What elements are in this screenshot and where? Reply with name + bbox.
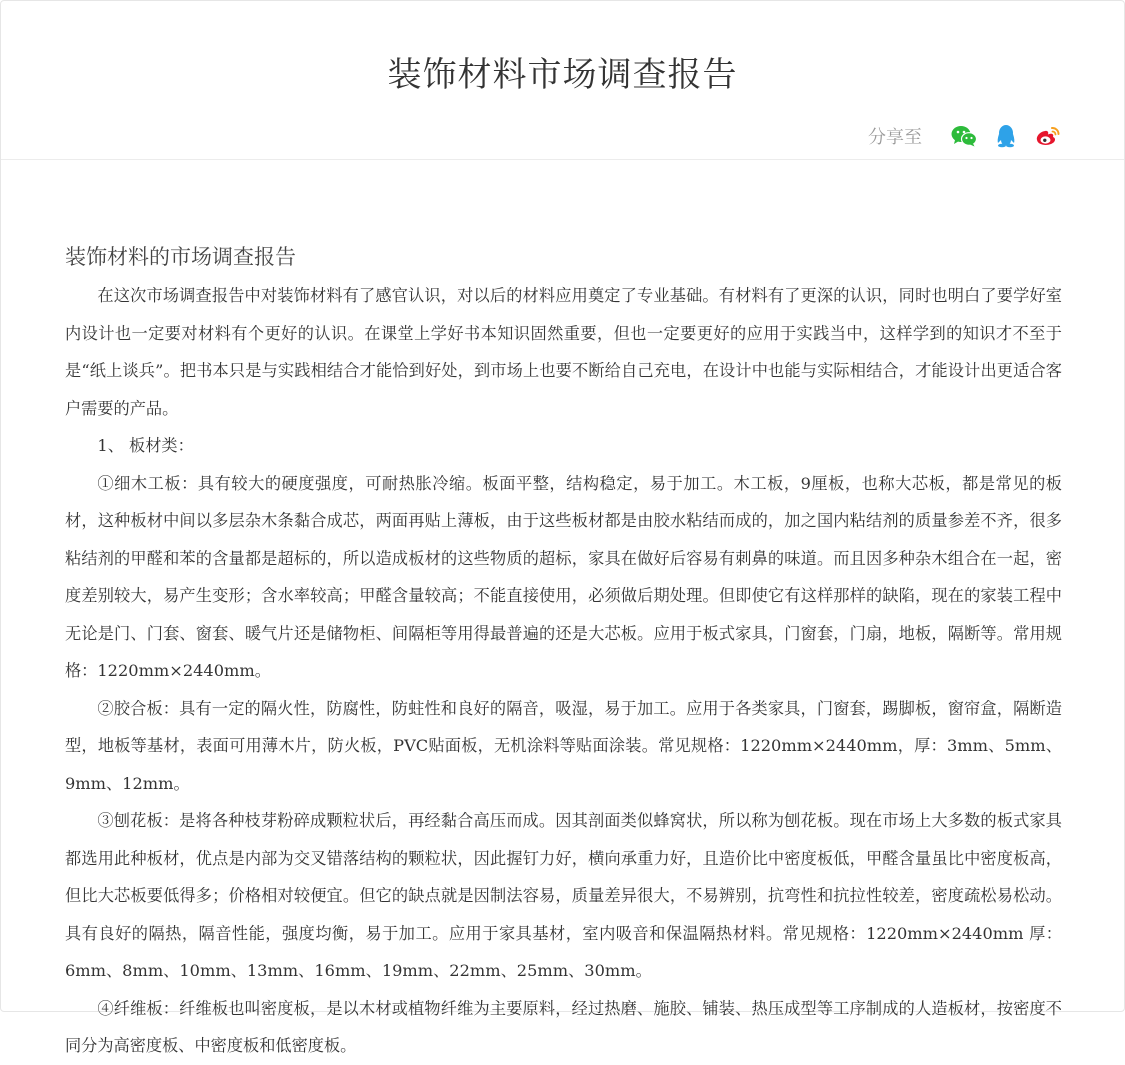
page-title: 装饰材料市场调查报告	[387, 55, 738, 95]
weibo-icon[interactable]	[1034, 122, 1062, 150]
paragraph-blockboard: ①细木工板：具有较大的硬度强度，可耐热胀冷缩。板面平整，结构稳定，易于加工。木工板，9厘板，也称大芯板，都是常见的板材，这种板材中间以多层杂木条黏合成芯，两面再贴上薄板，由于这些板材都是由胶水粘结而成的，加之国内粘结剂的质量参差不齐，很多粘结剂的甲醛和苯的含量都是超标的，所以造成板材的这些物质的超标，家具在做好后容易有刺鼻的味道。而且因多种杂木组合在一起，密度差别较大，易产生变形；含水率较高；甲醛含量较高；不能直接使用，必须做后期处理。但即使它有这样那样的缺陷，现在的家装工程中无论是门、门套、窗套、暖气片还是储物柜、间隔柜等用得最普遍的还是大芯板。应用于板式家具，门窗套，门扇，地板，隔断等。常用规格：1220mm×2440mm。	[65, 473, 1062, 680]
share-bar	[868, 121, 1062, 151]
paragraph-intro: 在这次市场调查报告中对装饰材料有了感官认识，对以后的材料应用奠定了专业基础。有材料有了更深的认识，同时也明白了要学好室内设计也一定要对材料有个更好的认识。在课堂上学好书本知识固然重要，但也一定要更好的应用于实践当中，这样学到的知识才不至于是“纸上谈兵”。把书本只是与实践相结合才能恰到好处，到市场上也要不断给自己充电，在设计中也能与实际相结合，才能设计出更适合客户需要的产品。	[65, 286, 1062, 418]
paragraph-fiberboard: ④纤维板：纤维板也叫密度板，是以木材或植物纤维为主要原料，经过热磨、施胶、铺装、热压成型等工序制成的人造板材，按密度不同分为高密度板、中密度板和低密度板。	[65, 998, 1062, 1055]
article-body	[65, 239, 1062, 1065]
wechat-icon[interactable]	[950, 122, 978, 150]
share-label: 分享至	[868, 127, 922, 148]
paragraph-particleboard: ③刨花板：是将各种枝芽粉碎成颗粒状后，再经黏合高压而成。因其剖面类似蜂窝状，所以称为刨花板。现在市场上大多数的板式家具都选用此种板材，优点是内部为交叉错落结构的颗粒状，因此握钉力好，横向承重力好，且造价比中密度板低，甲醛含量虽比中密度板高，但比大芯板要低得多；价格相对较便宜。但它的缺点就是因制法容易，质量差异很大，不易辨别，抗弯性和抗拉性较差，密度疏松易松动。具有良好的隔热，隔音性能，强度均衡，易于加工。应用于家具基材，室内吸音和保温隔热材料。常见规格：1220mm×2440mm 厚：6mm、8mm、10mm、13mm、16mm、19mm、22mm、25mm、30mm。	[65, 811, 1062, 980]
qq-icon[interactable]	[992, 122, 1020, 150]
article-subtitle: 装饰材料的市场调查报告	[65, 245, 296, 269]
paragraph-section-heading: 1、 板材类：	[97, 436, 194, 455]
article-header	[1, 1, 1124, 160]
paragraph-plywood: ②胶合板：具有一定的隔火性，防腐性，防蛀性和良好的隔音，吸湿，易于加工。应用于各类家具，门窗套，踢脚板，窗帘盒，隔断造型，地板等基材，表面可用薄木片，防火板，PVC贴面板，无机涂料等贴面涂装。常见规格：1220mm×2440mm，厚：3mm、5mm、9mm、12mm。	[65, 698, 1062, 793]
